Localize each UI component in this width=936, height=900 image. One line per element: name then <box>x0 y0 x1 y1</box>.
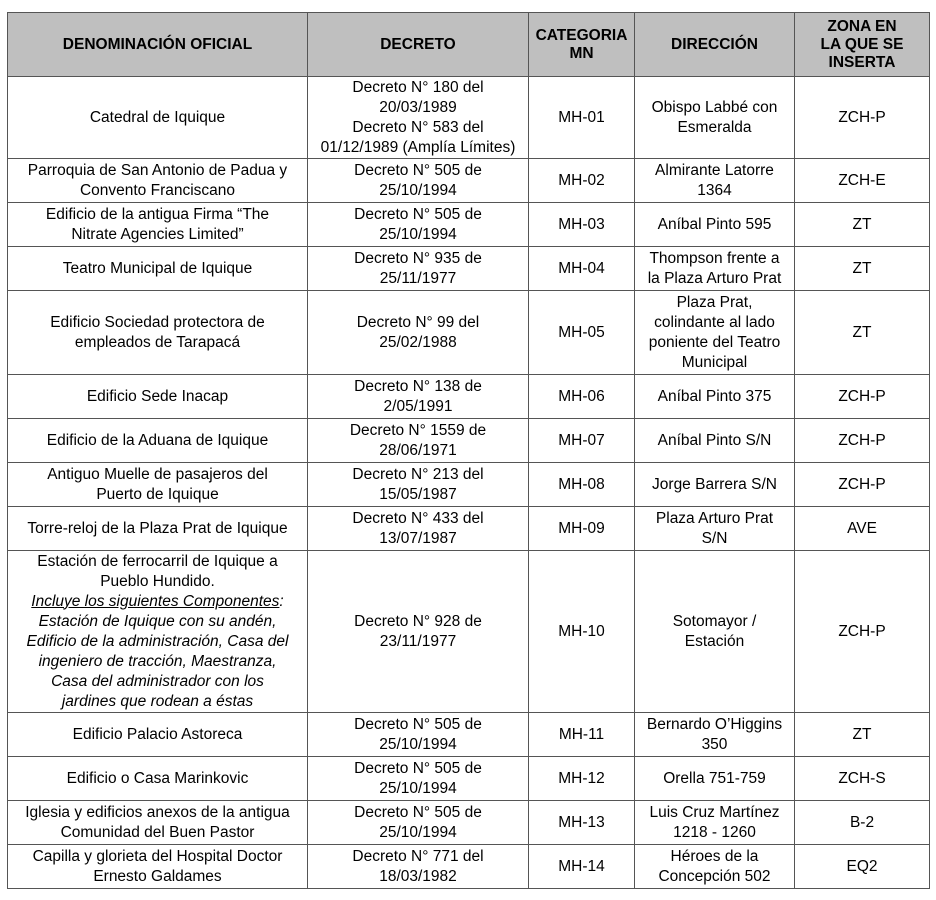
denominacion-line: Edificio Sociedad protectora de <box>50 313 265 331</box>
direccion-line: Thompson frente a <box>649 249 780 267</box>
header-zona-line: INSERTA <box>828 53 896 71</box>
header-categoria-line: MN <box>569 44 594 62</box>
table-row <box>8 77 930 159</box>
cell-denominacion <box>8 463 308 507</box>
decreto-line: 28/06/1971 <box>379 441 457 459</box>
cell-decreto <box>308 507 529 551</box>
cell-decreto <box>308 757 529 801</box>
decreto-line: Decreto N° 180 del <box>352 78 484 96</box>
cell-categoria: MH-04 <box>529 247 635 291</box>
decreto-line: Decreto N° 99 del <box>356 313 480 331</box>
cell-decreto <box>308 463 529 507</box>
direccion-line: 1218 - 1260 <box>673 823 756 841</box>
cell-categoria: MH-06 <box>529 375 635 419</box>
table-row <box>8 507 930 551</box>
decreto-line: 20/03/1989 <box>379 98 457 116</box>
cell-categoria: MH-14 <box>529 845 635 889</box>
table-row <box>8 419 930 463</box>
denominacion-line: Teatro Municipal de Iquique <box>62 259 253 277</box>
cell-decreto <box>308 291 529 375</box>
denominacion-line: Comunidad del Buen Pastor <box>60 823 255 841</box>
header-zona-line: LA QUE SE <box>820 35 904 53</box>
cell-direccion <box>635 291 795 375</box>
cell-zona: EQ2 <box>795 845 930 889</box>
decreto-line: 25/10/1994 <box>379 823 457 841</box>
table-row <box>8 757 930 801</box>
denominacion-line: Parroquia de San Antonio de Padua y <box>27 161 288 179</box>
denominacion-line: Catedral de Iquique <box>89 108 226 126</box>
cell-zona: B-2 <box>795 801 930 845</box>
decreto-line: Decreto N° 771 del <box>352 847 484 865</box>
cell-zona: ZT <box>795 203 930 247</box>
cell-zona: AVE <box>795 507 930 551</box>
cell-decreto <box>308 77 529 159</box>
header-zona-line: ZONA EN <box>827 17 897 35</box>
direccion-line: Luis Cruz Martínez <box>649 803 780 821</box>
direccion-line: Aníbal Pinto 375 <box>657 387 772 405</box>
decreto-line: 13/07/1987 <box>379 529 457 547</box>
cell-denominacion <box>8 419 308 463</box>
decreto-line: Decreto N° 505 de <box>354 759 482 777</box>
cell-direccion <box>635 77 795 159</box>
componente-line: Casa del administrador con los <box>51 672 264 690</box>
cell-denominacion <box>8 757 308 801</box>
table-row <box>8 247 930 291</box>
decreto-line: Decreto N° 928 de <box>354 612 482 630</box>
denominacion-line: Edificio o Casa Marinkovic <box>66 769 249 787</box>
cell-categoria: MH-09 <box>529 507 635 551</box>
cell-decreto <box>308 203 529 247</box>
table-row <box>8 551 930 713</box>
direccion-line: Sotomayor / <box>672 612 757 630</box>
cell-direccion <box>635 419 795 463</box>
cell-categoria: MH-13 <box>529 801 635 845</box>
table-row <box>8 203 930 247</box>
cell-zona: ZT <box>795 713 930 757</box>
cell-denominacion <box>8 159 308 203</box>
cell-zona: ZCH-P <box>795 375 930 419</box>
componente-line: ingeniero de tracción, Maestranza, <box>38 652 277 670</box>
direccion-line: Jorge Barrera S/N <box>652 475 777 493</box>
table-header <box>8 13 930 77</box>
direccion-line: Orella 751-759 <box>663 769 766 787</box>
cell-denominacion <box>8 77 308 159</box>
table-body <box>8 77 930 889</box>
componente-line: jardines que rodean a éstas <box>61 692 254 710</box>
decreto-line: 25/11/1977 <box>379 269 457 287</box>
cell-decreto <box>308 419 529 463</box>
table-row <box>8 845 930 889</box>
denominacion-line: Capilla y glorieta del Hospital Doctor <box>32 847 283 865</box>
direccion-line: Héroes de la <box>670 847 759 865</box>
direccion-line: Municipal <box>681 353 748 371</box>
cell-decreto <box>308 801 529 845</box>
componente-line: Edificio de la administración, Casa del <box>26 632 289 650</box>
cell-denominacion <box>8 203 308 247</box>
table-row <box>8 463 930 507</box>
cell-direccion <box>635 247 795 291</box>
cell-decreto <box>308 845 529 889</box>
direccion-line: Concepción 502 <box>658 867 771 885</box>
decreto-line: 25/10/1994 <box>379 225 457 243</box>
cell-denominacion <box>8 551 308 713</box>
cell-zona: ZCH-P <box>795 419 930 463</box>
header-direccion: DIRECCIÓN <box>635 13 795 77</box>
cell-direccion <box>635 463 795 507</box>
direccion-line: 1364 <box>697 181 732 199</box>
table-row <box>8 713 930 757</box>
direccion-line: Obispo Labbé con <box>651 98 778 116</box>
cell-decreto <box>308 159 529 203</box>
denominacion-line: Puerto de Iquique <box>96 485 219 503</box>
cell-categoria: MH-03 <box>529 203 635 247</box>
header-zona <box>795 13 930 77</box>
denominacion-line: Convento Franciscano <box>79 181 236 199</box>
direccion-line: Aníbal Pinto S/N <box>657 431 772 449</box>
cell-decreto <box>308 375 529 419</box>
direccion-line: Esmeralda <box>677 118 752 136</box>
cell-categoria: MH-11 <box>529 713 635 757</box>
cell-zona: ZCH-E <box>795 159 930 203</box>
decreto-line: 2/05/1991 <box>383 397 453 415</box>
cell-denominacion <box>8 291 308 375</box>
decreto-line: 01/12/1989 (Amplía Límites) <box>320 138 516 156</box>
cell-categoria: MH-07 <box>529 419 635 463</box>
denominacion-line: Antiguo Muelle de pasajeros del <box>47 465 268 483</box>
cell-direccion <box>635 507 795 551</box>
denominacion-line: Edificio de la antigua Firma “The <box>45 205 270 223</box>
cell-zona: ZCH-S <box>795 757 930 801</box>
cell-zona: ZT <box>795 247 930 291</box>
cell-zona: ZT <box>795 291 930 375</box>
decreto-line: 15/05/1987 <box>379 485 457 503</box>
cell-zona: ZCH-P <box>795 463 930 507</box>
denominacion-line: Estación de ferrocarril de Iquique a <box>37 552 278 570</box>
decreto-line: Decreto N° 505 de <box>354 205 482 223</box>
denominacion-line: Ernesto Galdames <box>93 867 222 885</box>
cell-direccion <box>635 845 795 889</box>
cell-direccion <box>635 159 795 203</box>
decreto-line: Decreto N° 505 de <box>354 161 482 179</box>
table-row <box>8 801 930 845</box>
cell-categoria: MH-08 <box>529 463 635 507</box>
cell-categoria: MH-10 <box>529 551 635 713</box>
direccion-line: 350 <box>701 735 728 753</box>
cell-decreto <box>308 551 529 713</box>
cell-direccion <box>635 757 795 801</box>
componentes-line <box>11 592 304 612</box>
cell-direccion <box>635 375 795 419</box>
decreto-line: 18/03/1982 <box>379 867 457 885</box>
cell-zona: ZCH-P <box>795 77 930 159</box>
cell-categoria: MH-12 <box>529 757 635 801</box>
direccion-line: S/N <box>701 529 728 547</box>
denominacion-line: Nitrate Agencies Limited” <box>71 225 244 243</box>
denominacion-line: Iglesia y edificios anexos de la antigua <box>25 803 290 821</box>
monuments-table <box>7 12 930 889</box>
decreto-line: Decreto N° 213 del <box>352 465 484 483</box>
denominacion-line: empleados de Tarapacá <box>74 333 241 351</box>
cell-denominacion <box>8 713 308 757</box>
cell-decreto <box>308 713 529 757</box>
decreto-line: Decreto N° 505 de <box>354 715 482 733</box>
direccion-line: Almirante Latorre <box>655 161 774 179</box>
direccion-line: Plaza Prat, <box>676 293 753 311</box>
cell-zona: ZCH-P <box>795 551 930 713</box>
table-row <box>8 375 930 419</box>
decreto-line: 25/10/1994 <box>379 181 457 199</box>
direccion-line: Estación <box>684 632 745 650</box>
cell-categoria: MH-05 <box>529 291 635 375</box>
cell-denominacion <box>8 845 308 889</box>
cell-direccion <box>635 203 795 247</box>
header-categoria-line: CATEGORIA <box>535 26 628 44</box>
decreto-line: 25/10/1994 <box>379 779 457 797</box>
table-row <box>8 291 930 375</box>
cell-categoria: MH-02 <box>529 159 635 203</box>
direccion-line: Bernardo O’Higgins <box>646 715 783 733</box>
denominacion-line: Edificio de la Aduana de Iquique <box>46 431 269 449</box>
cell-direccion <box>635 551 795 713</box>
componentes-colon: : <box>279 592 284 610</box>
cell-denominacion <box>8 507 308 551</box>
cell-direccion <box>635 713 795 757</box>
denominacion-line: Torre-reloj de la Plaza Prat de Iquique <box>27 519 288 537</box>
header-row <box>8 13 930 77</box>
direccion-line: la Plaza Arturo Prat <box>647 269 782 287</box>
decreto-line: 25/02/1988 <box>379 333 457 351</box>
header-categoria <box>529 13 635 77</box>
decreto-line: Decreto N° 138 de <box>354 377 482 395</box>
denominacion-line: Pueblo Hundido. <box>100 572 215 590</box>
header-denominacion: DENOMINACIÓN OFICIAL <box>8 13 308 77</box>
decreto-line: Decreto N° 935 de <box>354 249 482 267</box>
cell-direccion <box>635 801 795 845</box>
cell-categoria: MH-01 <box>529 77 635 159</box>
decreto-line: Decreto N° 505 de <box>354 803 482 821</box>
decreto-line: Decreto N° 433 del <box>352 509 484 527</box>
header-decreto: DECRETO <box>308 13 529 77</box>
cell-denominacion <box>8 801 308 845</box>
cell-decreto <box>308 247 529 291</box>
denominacion-line: Edificio Palacio Astoreca <box>72 725 243 743</box>
direccion-line: colindante al lado <box>654 313 775 331</box>
decreto-line: Decreto N° 1559 de <box>349 421 487 439</box>
denominacion-line: Edificio Sede Inacap <box>86 387 229 405</box>
componentes-label: Incluye los siguientes Componentes <box>31 592 280 610</box>
componente-line: Estación de Iquique con su andén, <box>38 612 277 630</box>
decreto-line: Decreto N° 583 del <box>352 118 484 136</box>
direccion-line: poniente del Teatro <box>648 333 781 351</box>
direccion-line: Plaza Arturo Prat <box>655 509 774 527</box>
decreto-line: 25/10/1994 <box>379 735 457 753</box>
decreto-line: 23/11/1977 <box>379 632 457 650</box>
table-row <box>8 159 930 203</box>
cell-denominacion <box>8 247 308 291</box>
cell-denominacion <box>8 375 308 419</box>
direccion-line: Aníbal Pinto 595 <box>657 215 772 233</box>
